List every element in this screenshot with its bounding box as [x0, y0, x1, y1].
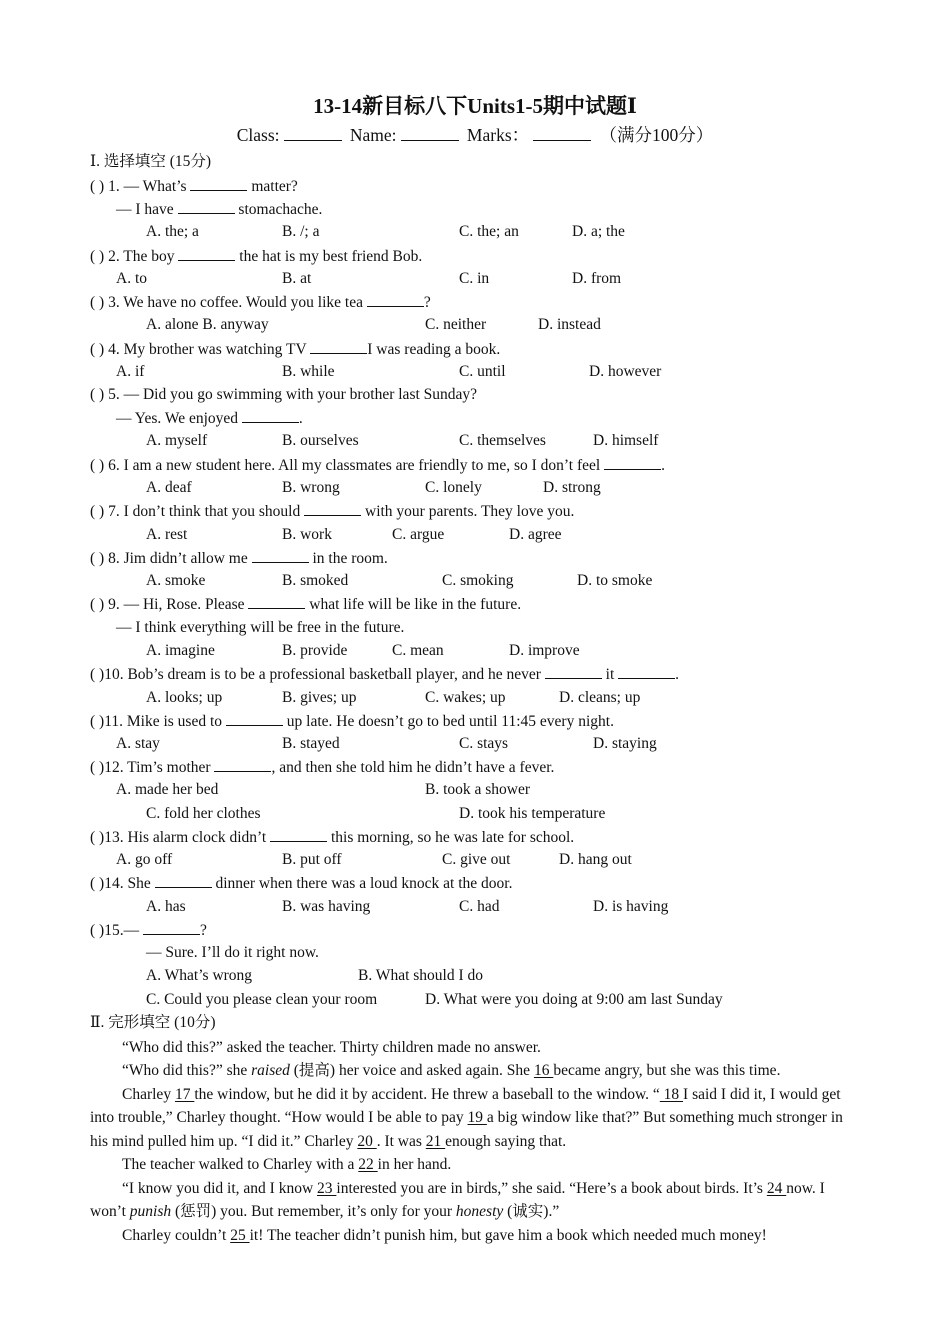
full-score-note: （满分100分）: [599, 125, 714, 145]
option-a[interactable]: A. myself: [146, 432, 208, 449]
option-d[interactable]: D. strong: [543, 479, 601, 496]
class-blank[interactable]: [284, 125, 342, 141]
name-label: Name:: [349, 125, 397, 145]
word-punish: punish: [129, 1203, 172, 1221]
cloze-blank-20[interactable]: 20: [357, 1132, 377, 1150]
option-d[interactable]: D. however: [589, 363, 662, 380]
option-a[interactable]: A. has: [146, 898, 186, 915]
option-d[interactable]: D. agree: [509, 526, 562, 543]
question-12: ( )12. Tim’s mother , and then she told him he didn’t have a fever.: [90, 759, 555, 776]
option-d[interactable]: D. staying: [593, 735, 657, 752]
cloze-paragraph-5: “I know you did it, and I know 23 interested you are in birds,” she said. “Here’s a book about birds. It’s 24 now. I won’t punish (惩罚) you. But remember, it’s only for your honesty (诚实).”: [90, 1180, 825, 1221]
option-a[interactable]: A. if: [116, 363, 145, 380]
option-b[interactable]: B. gives; up: [282, 689, 357, 706]
question-4: ( ) 4. My brother was watching TV I was reading a book.: [90, 341, 501, 358]
option-a[interactable]: A. go off: [116, 851, 173, 868]
option-b[interactable]: B. /; a: [282, 223, 320, 240]
option-d[interactable]: D. hang out: [559, 851, 632, 868]
cloze-blank-19[interactable]: 19: [467, 1109, 487, 1127]
question-1-reply: — I have stomachache.: [116, 201, 323, 218]
question-11: ( )11. Mike is used to up late. He doesn’t go to bed until 11:45 every night.: [90, 713, 614, 730]
question-10: ( )10. Bob’s dream is to be a professional basketball player, and he never it .: [90, 666, 680, 683]
option-b[interactable]: B. put off: [282, 851, 342, 868]
option-c[interactable]: C. until: [459, 363, 506, 380]
option-d[interactable]: D. is having: [593, 898, 669, 915]
option-a[interactable]: A. to: [116, 270, 147, 287]
option-b[interactable]: B. while: [282, 363, 335, 380]
option-b[interactable]: B. stayed: [282, 735, 340, 752]
option-b[interactable]: B. took a shower: [425, 781, 531, 798]
cloze-blank-22[interactable]: 22: [358, 1156, 378, 1173]
option-a[interactable]: A. deaf: [146, 479, 192, 496]
question-15-reply: — Sure. I’ll do it right now.: [146, 944, 319, 961]
option-a[interactable]: A. imagine: [146, 642, 215, 659]
option-a[interactable]: A. made her bed: [116, 781, 219, 798]
question-9-reply: — I think everything will be free in the future.: [116, 619, 405, 636]
option-c[interactable]: C. smoking: [442, 572, 514, 589]
option-d[interactable]: D. cleans; up: [559, 689, 641, 706]
option-c[interactable]: C. lonely: [425, 479, 482, 496]
option-c[interactable]: C. neither: [425, 316, 487, 333]
cloze-paragraph-6: Charley couldn’t 25 it! The teacher didn’t punish him, but gave him a book which needed much money!: [122, 1227, 767, 1244]
question-9: ( ) 9. — Hi, Rose. Please what life will be like in the future.: [90, 596, 522, 613]
exam-title: 13-14新目标八下Units1-5期中试题Ⅰ: [313, 94, 637, 118]
cloze-blank-21[interactable]: 21: [425, 1132, 446, 1150]
option-c[interactable]: C. stays: [459, 735, 509, 752]
answer-blank[interactable]: [618, 664, 675, 679]
answer-blank[interactable]: [226, 711, 283, 726]
answer-blank[interactable]: [367, 292, 424, 307]
cloze-blank-25[interactable]: 25: [230, 1227, 250, 1244]
option-d[interactable]: D. instead: [538, 316, 601, 333]
option-a[interactable]: A. smoke: [146, 572, 206, 589]
cloze-blank-24[interactable]: 24: [766, 1180, 787, 1197]
question-13: ( )13. His alarm clock didn’t this morning, so he was late for school.: [90, 829, 575, 846]
question-3: ( ) 3. We have no coffee. Would you like tea ?: [90, 294, 431, 311]
option-b[interactable]: B. provide: [282, 642, 348, 659]
cloze-blank-18[interactable]: 18: [659, 1086, 684, 1103]
answer-blank[interactable]: [604, 455, 661, 470]
question-1: ( ) 1. — What’s matter?: [90, 178, 298, 195]
option-a[interactable]: A. stay: [116, 735, 160, 752]
option-b[interactable]: B. What should I do: [358, 967, 483, 984]
option-d[interactable]: D. took his temperature: [459, 805, 606, 822]
answer-blank[interactable]: [310, 339, 367, 354]
option-ab[interactable]: A. alone B. anyway: [146, 316, 269, 333]
option-c[interactable]: C. mean: [392, 642, 444, 659]
answer-blank[interactable]: [545, 664, 602, 679]
question-6: ( ) 6. I am a new student here. All my classmates are friendly to me, so I don’t feel .: [90, 457, 665, 474]
answer-blank[interactable]: [248, 594, 305, 609]
cloze-paragraph-2: “Who did this?” she raised (提高) her voice and asked again. She 16 became angry, but she was this time.: [122, 1062, 781, 1079]
option-b[interactable]: B. at: [282, 270, 312, 287]
option-c[interactable]: C. Could you please clean your room: [146, 991, 378, 1008]
option-d[interactable]: D. himself: [593, 432, 659, 449]
name-blank[interactable]: [401, 125, 459, 141]
answer-blank[interactable]: [143, 920, 200, 935]
question-5-reply: — Yes. We enjoyed .: [116, 410, 303, 427]
question-14: ( )14. She dinner when there was a loud knock at the door.: [90, 875, 513, 892]
marks-label: Marks：: [466, 125, 530, 145]
option-a[interactable]: A. the; a: [146, 223, 199, 240]
section2-heading: Ⅱ. 完形填空 (10分): [90, 1014, 216, 1031]
class-label: Class:: [236, 125, 280, 145]
option-d[interactable]: D. to smoke: [577, 572, 653, 589]
section1-heading: Ⅰ. 选择填空 (15分): [90, 153, 212, 170]
cloze-blank-17[interactable]: 17: [174, 1086, 195, 1103]
option-c[interactable]: C. argue: [392, 526, 445, 543]
word-honesty: honesty: [455, 1203, 504, 1221]
option-c[interactable]: C. fold her clothes: [146, 805, 261, 822]
answer-blank[interactable]: [270, 827, 327, 842]
option-b[interactable]: B. ourselves: [282, 432, 359, 449]
answer-blank[interactable]: [252, 548, 309, 563]
option-d[interactable]: D. What were you doing at 9:00 am last Sunday: [425, 991, 723, 1008]
question-5: ( ) 5. — Did you go swimming with your brother last Sunday?: [90, 386, 478, 403]
question-2: ( ) 2. The boy the hat is my best friend Bob.: [90, 248, 423, 265]
option-c[interactable]: C. the; an: [459, 223, 519, 240]
answer-blank[interactable]: [178, 246, 235, 261]
answer-blank[interactable]: [242, 408, 299, 423]
answer-blank[interactable]: [155, 873, 212, 888]
answer-blank[interactable]: [190, 176, 247, 191]
option-c[interactable]: C. themselves: [459, 432, 546, 449]
word-raised: raised: [251, 1062, 290, 1079]
option-c[interactable]: C. in: [459, 270, 490, 287]
option-a[interactable]: A. looks; up: [146, 689, 223, 706]
option-b[interactable]: B. was having: [282, 898, 371, 915]
option-b[interactable]: B. work: [282, 526, 332, 543]
answer-blank[interactable]: [304, 501, 361, 516]
student-info-line: [0, 124, 950, 147]
answer-blank[interactable]: [178, 199, 235, 214]
cloze-paragraph-4: The teacher walked to Charley with a 22 in her hand.: [122, 1156, 452, 1173]
question-15: ( )15.— ?: [90, 922, 207, 939]
answer-blank[interactable]: [214, 757, 271, 772]
option-b[interactable]: B. smoked: [282, 572, 349, 589]
cloze-paragraph-3: Charley 17 the window, but he did it by accident. He threw a baseball to the window. “ 18 I said I did it, I would get into trouble,” Charley thought. “How would I be able to pay 19 a big window like that?” But something much stronger in his mind pulled him up. “I did it.” Charley 20 . It was 21 enough saying that.: [90, 1086, 843, 1150]
question-8: ( ) 8. Jim didn’t allow me in the room.: [90, 550, 388, 567]
option-c[interactable]: C. wakes; up: [425, 689, 506, 706]
option-d[interactable]: D. a; the: [572, 223, 625, 240]
marks-blank[interactable]: [533, 125, 591, 141]
cloze-blank-16[interactable]: 16: [533, 1062, 554, 1079]
cloze-blank-23[interactable]: 23: [317, 1180, 337, 1197]
option-a[interactable]: A. rest: [146, 526, 188, 543]
option-d[interactable]: D. from: [572, 270, 622, 287]
option-b[interactable]: B. wrong: [282, 479, 340, 496]
option-a[interactable]: A. What’s wrong: [146, 967, 253, 984]
option-c[interactable]: C. give out: [442, 851, 511, 868]
option-c[interactable]: C. had: [459, 898, 500, 915]
option-d[interactable]: D. improve: [509, 642, 580, 659]
cloze-paragraph-1: “Who did this?” asked the teacher. Thirty children made no answer.: [122, 1039, 541, 1056]
question-7: ( ) 7. I don’t think that you should with your parents. They love you.: [90, 503, 575, 520]
